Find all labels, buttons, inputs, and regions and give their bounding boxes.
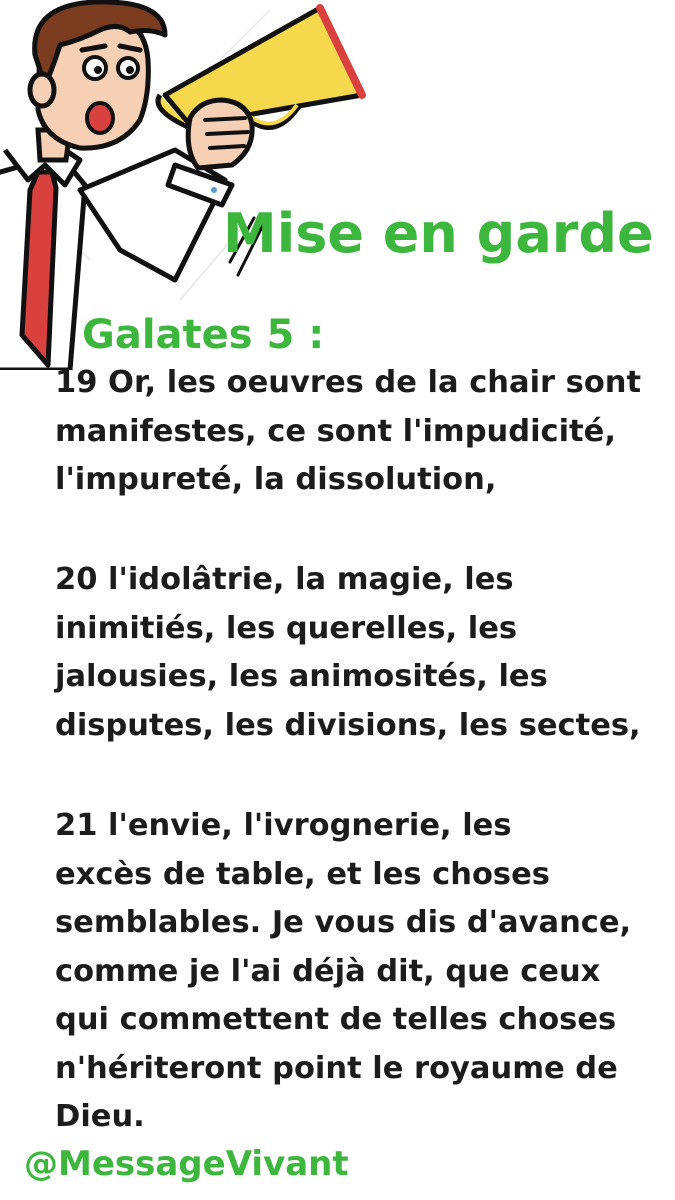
verse-line: Dieu. xyxy=(55,1099,145,1134)
open-mouth xyxy=(87,103,113,133)
verse-line: 21 l'envie, l'ivrognerie, les xyxy=(55,808,512,843)
tie xyxy=(22,172,56,365)
verse-line: disputes, les divisions, les sectes, xyxy=(55,707,641,743)
verse-line: semblables. Je vous dis d'avance, xyxy=(55,905,632,940)
social-handle: @MessageVivant xyxy=(24,1144,349,1184)
verse-line: 20 l'idolâtrie, la magie, les xyxy=(55,562,514,597)
verse-line: qui commettent de telles choses xyxy=(55,1002,617,1037)
verse-line: n'hériteront point le royaume de xyxy=(55,1050,618,1086)
verse-line: l'impureté, la dissolution, xyxy=(55,462,497,497)
verse-20 xyxy=(55,556,667,750)
verse-line: comme je l'ai déjà dit, que ceux xyxy=(55,953,601,989)
scripture-reference: Galates 5 : xyxy=(82,312,325,358)
verse-21 xyxy=(55,802,667,1142)
verse-19 xyxy=(55,359,667,505)
page-title: Mise en garde xyxy=(223,202,654,265)
verse-line: jalousies, les animosités, les xyxy=(55,659,548,694)
verse-line: manifestes, ce sont l'impudicité, xyxy=(55,413,616,449)
verse-line: 19 Or, les oeuvres de la chair sont xyxy=(55,365,642,400)
verse-line: inimitiés, les querelles, les xyxy=(55,610,518,646)
verse-line: excès de table, et les choses xyxy=(55,856,550,892)
